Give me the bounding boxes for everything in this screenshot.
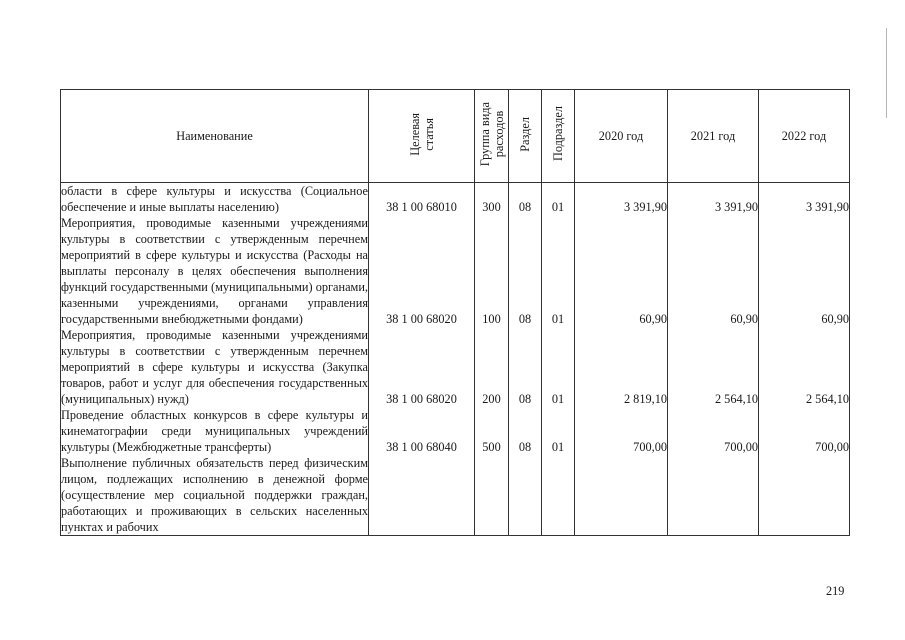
row-expense-group: 500 (475, 407, 509, 455)
table-header-row (61, 90, 850, 183)
table-row (61, 407, 850, 455)
table-row (61, 183, 850, 216)
row-target-article (369, 455, 475, 536)
table-row (61, 215, 850, 327)
row-value-2020: 700,00 (575, 407, 668, 455)
row-section: 08 (509, 183, 542, 216)
row-section: 08 (509, 327, 542, 407)
header-2020: 2020 год (575, 90, 668, 183)
row-target-article: 38 1 00 68040 (369, 407, 475, 455)
row-value-2021: 2 564,10 (668, 327, 759, 407)
row-subsection (542, 455, 575, 536)
row-value-2021 (668, 455, 759, 536)
row-expense-group: 200 (475, 327, 509, 407)
row-subsection: 01 (542, 215, 575, 327)
row-target-article: 38 1 00 68010 (369, 183, 475, 216)
header-target-article (369, 90, 475, 183)
header-expense-group (475, 90, 509, 183)
page-edge-line (886, 28, 887, 118)
row-expense-group (475, 455, 509, 536)
row-name: Выполнение публичных обязательств перед физическим лицом, подлежащих исполнению в денежной форме (осуществление мер социальной поддержки граждан, работающих и проживающих в сельских населенных пунктах и рабочих (61, 456, 368, 534)
row-target-article: 38 1 00 68020 (369, 327, 475, 407)
header-section-label: Раздел (518, 116, 532, 152)
row-expense-group: 100 (475, 215, 509, 327)
header-section (509, 90, 542, 183)
row-name: Проведение областных конкурсов в сфере культуры и кинематографии среди муниципальных учреждений культуры (Межбюджетные трансферты) (61, 408, 368, 454)
header-expense-group-label: Группа вида расходов (477, 101, 506, 167)
header-2021: 2021 год (668, 90, 759, 183)
row-value-2020: 3 391,90 (575, 183, 668, 216)
row-value-2022: 700,00 (759, 407, 850, 455)
header-subsection (542, 90, 575, 183)
row-value-2021: 3 391,90 (668, 183, 759, 216)
table-row (61, 327, 850, 407)
row-value-2021: 60,90 (668, 215, 759, 327)
header-target-article-label: Целевая статья (407, 112, 436, 156)
row-value-2022 (759, 455, 850, 536)
row-expense-group: 300 (475, 183, 509, 216)
row-value-2020: 60,90 (575, 215, 668, 327)
row-name: области в сфере культуры и искусства (Социальное обеспечение и иные выплаты населению) (61, 184, 368, 214)
row-value-2021: 700,00 (668, 407, 759, 455)
row-value-2022: 3 391,90 (759, 183, 850, 216)
row-section (509, 455, 542, 536)
row-section: 08 (509, 407, 542, 455)
header-subsection-label: Подраздел (551, 106, 565, 162)
row-subsection: 01 (542, 407, 575, 455)
row-target-article: 38 1 00 68020 (369, 215, 475, 327)
row-value-2022: 60,90 (759, 215, 850, 327)
row-name: Мероприятия, проводимые казенными учреждениями культуры в соответствии с утвержденным перечнем мероприятий в сфере культуры и искусства (Расходы на выплаты персоналу в целях обеспечения выполнения функций государственными (муниципальными) органами, казенными учреждениями, органами управления государственными внебюджетными фондами) (61, 216, 368, 326)
row-value-2020 (575, 455, 668, 536)
header-2022: 2022 год (759, 90, 850, 183)
row-section: 08 (509, 215, 542, 327)
row-value-2020: 2 819,10 (575, 327, 668, 407)
header-name: Наименование (61, 90, 369, 183)
page-number: 219 (826, 584, 845, 598)
table-row (61, 455, 850, 536)
budget-table (60, 89, 850, 536)
row-subsection: 01 (542, 183, 575, 216)
row-subsection: 01 (542, 327, 575, 407)
row-name: Мероприятия, проводимые казенными учреждениями культуры в соответствии с утвержденным перечнем мероприятий в сфере культуры и искусства (Закупка товаров, работ и услуг для обеспечения государственных (муниципальных) нужд) (61, 328, 368, 406)
row-value-2022: 2 564,10 (759, 327, 850, 407)
